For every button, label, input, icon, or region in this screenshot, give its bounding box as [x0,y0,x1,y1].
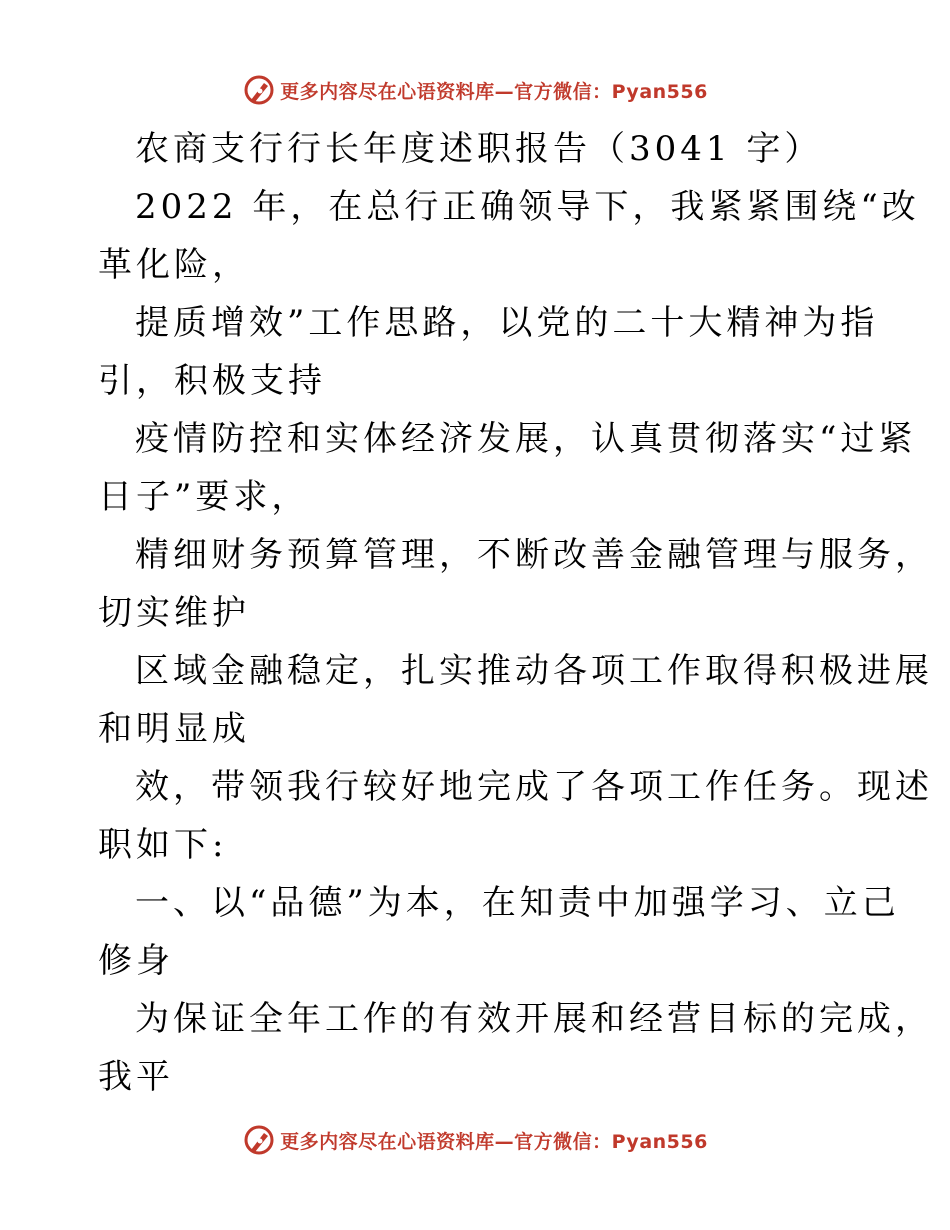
paragraph-line: 一、以“品德”为本，在知责中加强学习、立己 [135,883,900,923]
footer-banner [0,1120,950,1160]
banner-text: 更多内容尽在心语资料库—官方微信：Pyan556 [280,80,708,103]
paragraph-line: 革化险， [98,245,250,285]
paragraph-line: 修身 [98,941,174,981]
paragraph-line: 疫情防控和实体经济发展，认真贯彻落实“过紧 [135,419,917,459]
paragraph-line: 2022 年，在总行正确领导下，我紧紧围绕“改 [135,187,920,227]
pen-nib-logo-icon [242,1123,276,1157]
pen-nib-logo-icon [242,73,276,107]
header-banner [0,70,950,110]
paragraph-line: 切实维护 [98,593,250,633]
document-body [98,120,933,1106]
paragraph-line: 引，积极支持 [98,361,326,401]
banner-text: 更多内容尽在心语资料库—官方微信：Pyan556 [280,1130,708,1153]
paragraph-line: 日子”要求， [98,477,310,517]
paragraph-line: 农商支行行长年度述职报告（3041 字） [135,129,823,169]
paragraph-line: 为保证全年工作的有效开展和经营目标的完成， [135,999,933,1039]
paragraph-line: 职如下: [98,825,228,865]
paragraph-line: 和明显成 [98,709,250,749]
paragraph-line: 提质增效”工作思路，以党的二十大精神为指 [135,303,879,343]
paragraph-line: 我平 [98,1057,174,1097]
paragraph-line: 效，带领我行较好地完成了各项工作任务。现述 [135,767,933,807]
paragraph-line: 精细财务预算管理，不断改善金融管理与服务， [135,535,933,575]
paragraph-line: 区域金融稳定，扎实推动各项工作取得积极进展 [135,651,933,691]
